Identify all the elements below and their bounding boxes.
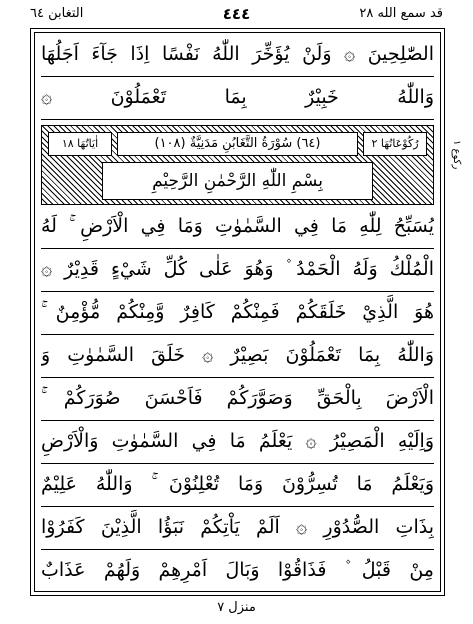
text-line: الصّٰلِحِينَ ۞ وَلَنْ يُؤَخِّرَ اللّٰهُ نَفْسًا اِذَا جَآءَ اَجَلُهَا — [41, 35, 434, 77]
text-line: هُوَ الَّذِيْ خَلَقَكُمْ فَمِنْكُمْ كَافِرٌ وَّمِنْكُمْ مُّؤْمِنٌ ۚ — [41, 293, 434, 335]
text-line: الْاَرْضَ بِالْحَقِّ وَصَوَّرَكُمْ فَاَحْسَنَ صُوَرَكُمْ ۚ — [41, 379, 434, 421]
text-line: مِنْ قَبْلُ ۫ فَذَاقُوْا وَبَالَ اَمْرِهِمْ وَلَهُمْ عَذَابٌ — [41, 559, 434, 581]
text-line: وَيَعْلَمُ مَا تُسِرُّوْنَ وَمَا تُعْلِنُوْنَ ۚ وَاللّٰهُ عَلِيْمٌ — [41, 465, 434, 507]
page-frame — [30, 28, 445, 596]
header-right-text: قد سمع الله ٢٨ — [359, 6, 443, 21]
bismillah: بِسْمِ اللّٰهِ الرَّحْمٰنِ الرَّحِيْمِ — [102, 162, 373, 200]
text-line: بِذَاتِ الصُّدُوْرِ ۞ اَلَمْ يَاْتِكُمْ نَبَؤُا الَّذِيْنَ كَفَرُوْا — [41, 508, 434, 550]
surah-banner — [41, 125, 434, 205]
ruku-count-box: رُكُوْعَاتُهَا ٢ — [363, 132, 427, 156]
page-number: ٤٤٤ — [222, 5, 251, 23]
text-area — [34, 32, 441, 592]
manzil-footer: منزل ٧ — [217, 600, 256, 615]
text-line: وَاللّٰهُ بِمَا تَعْمَلُوْنَ بَصِيْرٌ ۞ خَلَقَ السَّمٰوٰتِ وَ — [41, 336, 434, 378]
text-line: يُسَبِّحُ لِلّٰهِ مَا فِي السَّمٰوٰتِ وَمَا فِي الْاَرْضِ ۚ لَهُ — [41, 207, 434, 249]
text-line: وَاِلَيْهِ الْمَصِيْرُ ۞ يَعْلَمُ مَا فِي السَّمٰوٰتِ وَالْاَرْضِ — [41, 422, 434, 464]
page-header — [0, 4, 473, 26]
text-line: وَاللّٰهُ خَبِيْرٌ بِمَا تَعْمَلُوْنَ ۞ — [41, 78, 434, 120]
ayat-count-box: اٰيَاتُهَا ١٨ — [48, 132, 112, 156]
header-left-text: التغابن ٦٤ — [30, 6, 84, 21]
surah-title: (٦٤) سُوْرَةُ التَّغَابُنِ مَدَنِيَّةٌ (١٠٨) — [117, 132, 358, 156]
ruku-marker: رکوع ١ — [451, 140, 462, 170]
text-line: الْمُلْكُ وَلَهُ الْحَمْدُ ۫ وَهُوَ عَلٰى كُلِّ شَيْءٍ قَدِيْرٌ ۞ — [41, 250, 434, 292]
